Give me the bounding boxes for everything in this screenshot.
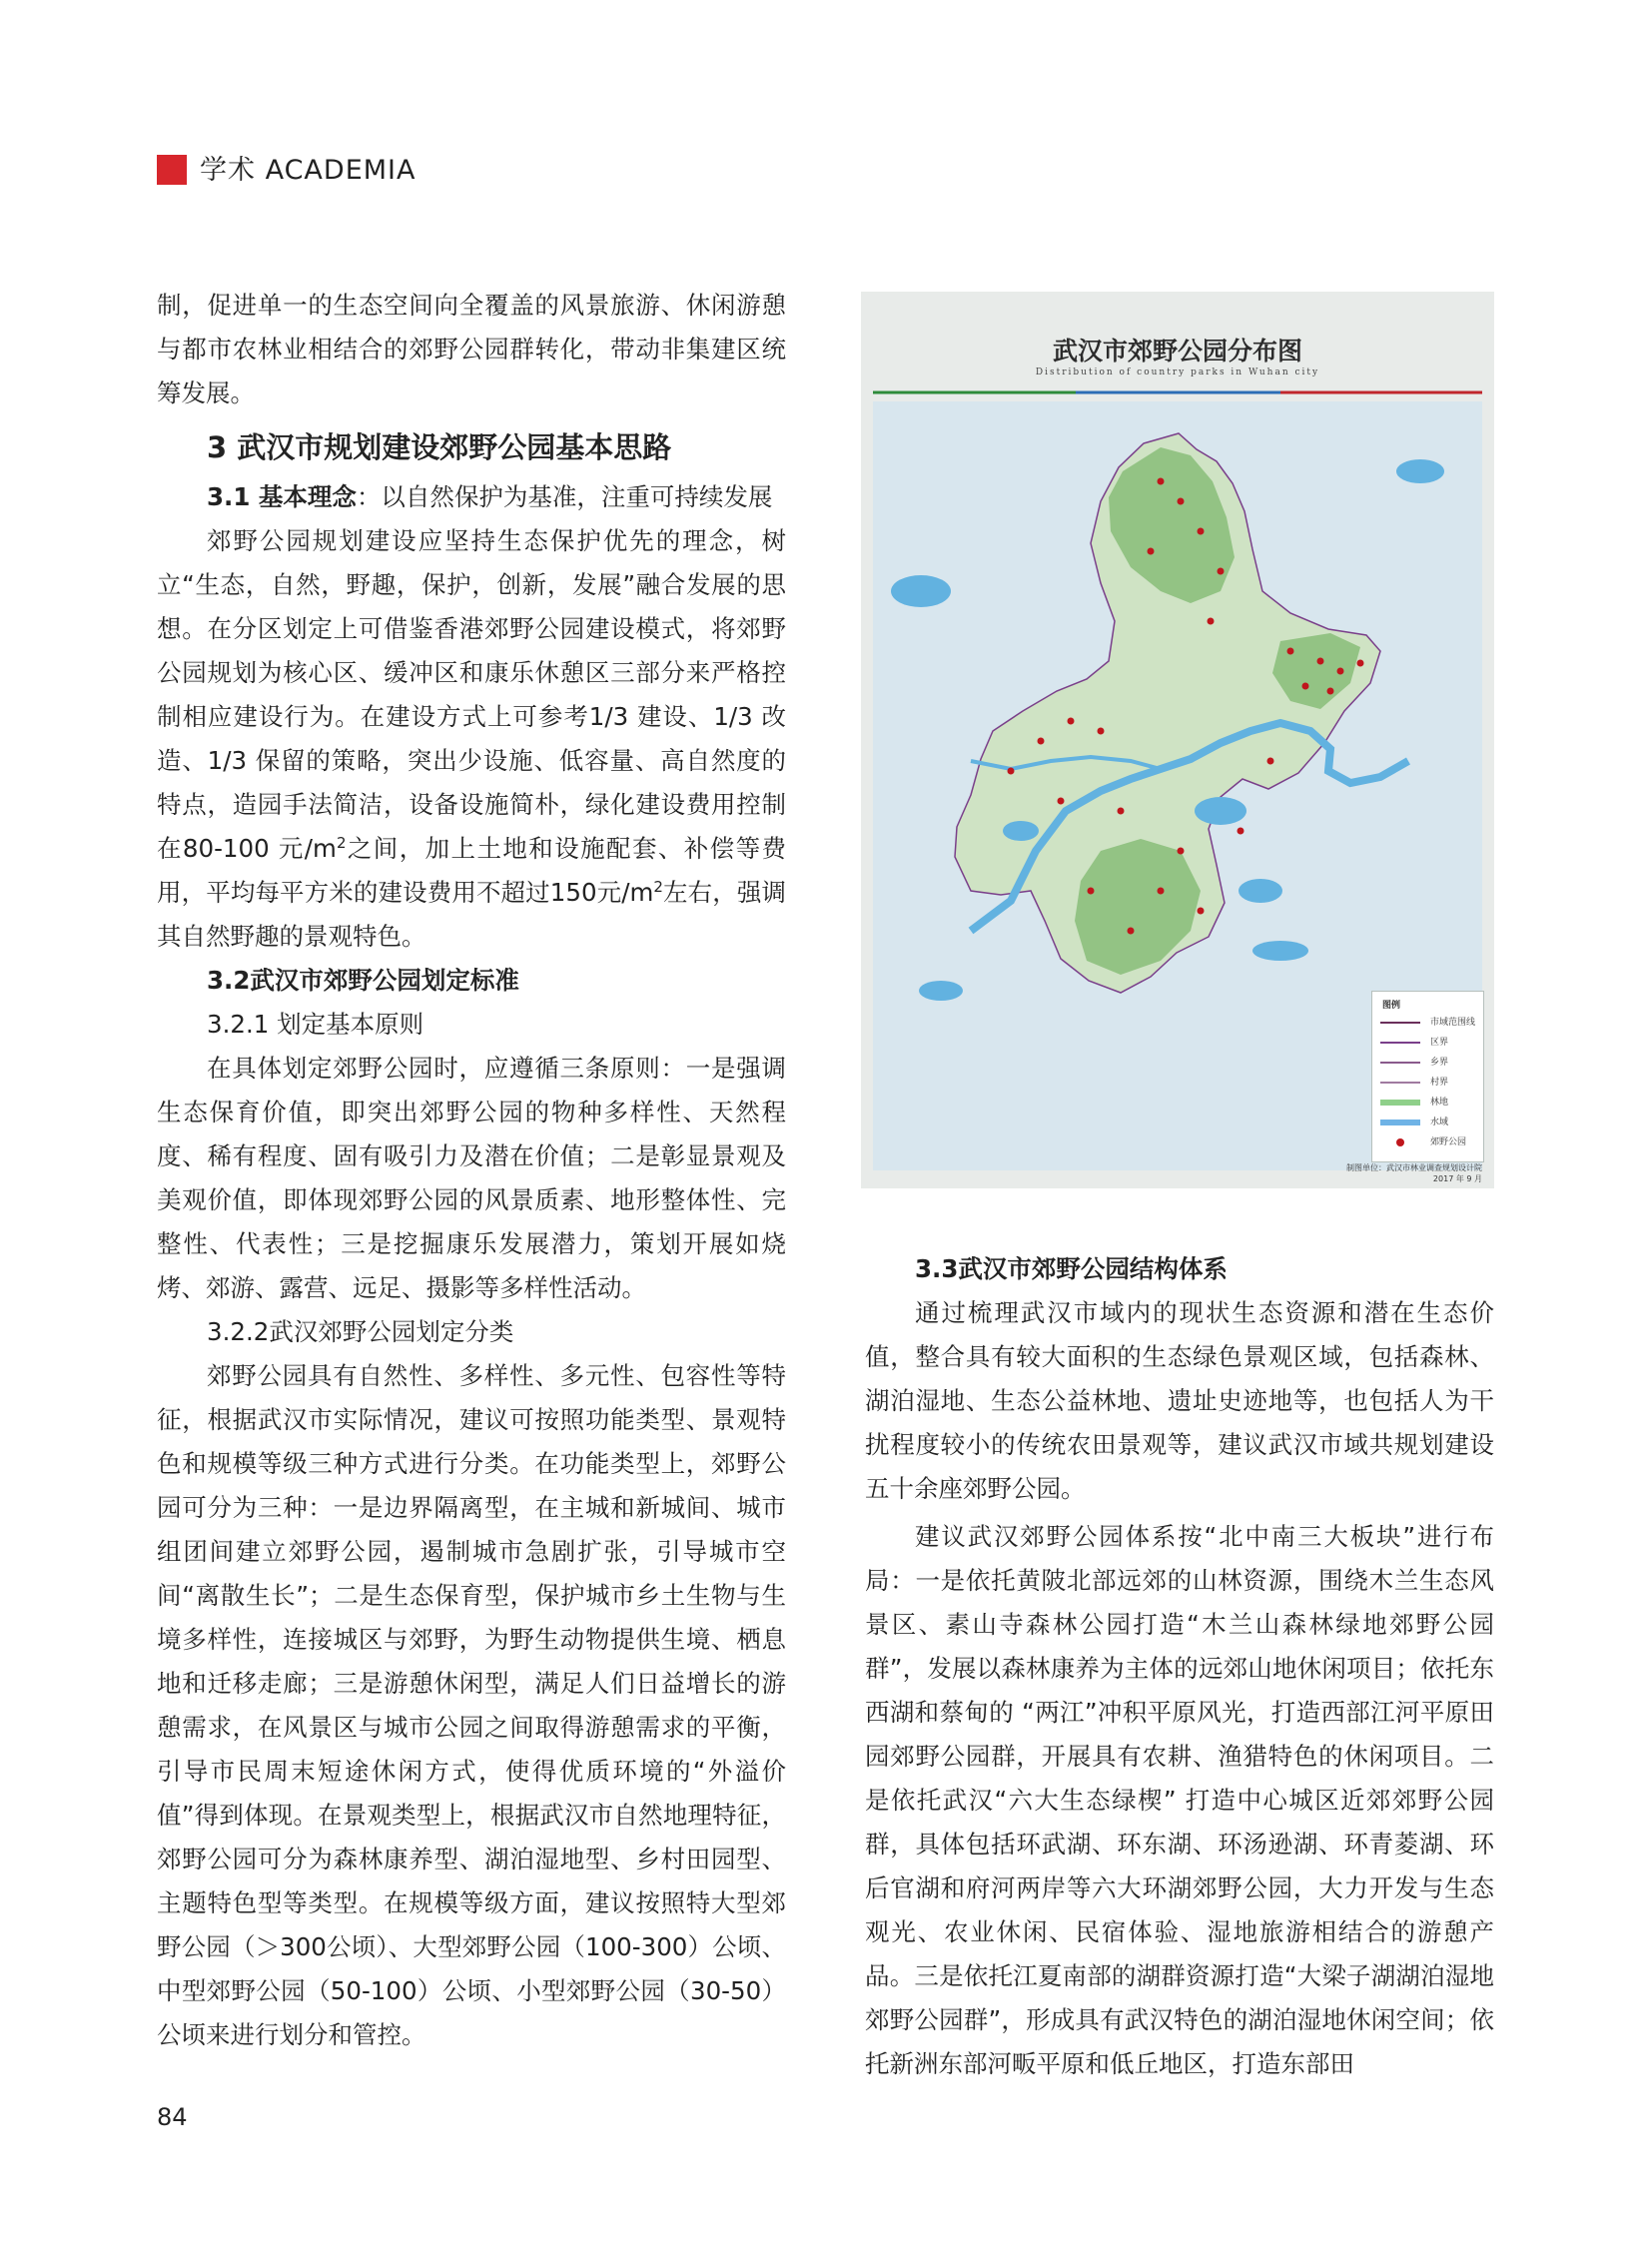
map-title: 武汉市郊野公园分布图 [1052, 337, 1302, 366]
lake-liangzi [1239, 879, 1282, 903]
legend-symbol [1380, 1082, 1420, 1084]
legend-label: 乡界 [1430, 1058, 1449, 1068]
park-marker [1357, 660, 1364, 667]
lake-east [1195, 797, 1246, 825]
legend-label: 林地 [1430, 1098, 1449, 1108]
s31-text-b: 之间，加上土地和设施配套、补偿等费用，平均每平方米的建设费用不超过150元/m [157, 834, 787, 907]
park-marker [1058, 798, 1065, 805]
left-column [157, 284, 786, 2057]
park-marker [1287, 648, 1294, 655]
section-3-1-title: 3.1 基本理念 [207, 482, 357, 511]
legend-symbol [1396, 1138, 1404, 1146]
map-figure [861, 292, 1494, 1188]
park-marker [1337, 668, 1344, 675]
s31-sup-b: 2 [653, 877, 663, 896]
s31-sup-a: 2 [336, 833, 347, 852]
section-color-block [157, 155, 187, 185]
legend-symbol [1380, 1042, 1420, 1044]
legend-label: 区界 [1430, 1038, 1449, 1048]
legend-item [1380, 1016, 1480, 1030]
park-marker [1178, 848, 1185, 855]
park-marker [1317, 658, 1324, 665]
legend-item [1380, 1076, 1480, 1090]
park-marker [1198, 528, 1205, 535]
park-marker [1158, 478, 1165, 485]
park-marker [1088, 888, 1095, 895]
legend-item [1380, 1116, 1480, 1129]
park-marker [1267, 758, 1274, 765]
lake-south [1252, 941, 1308, 961]
section-3-2-2-paragraph: 郊野公园具有自然性、多样性、多元性、包容性等特征，根据武汉市实际情况，建议可按照功能类型、景观特色和规模等级三种方式进行分类。在功能类型上，郊野公园可分为三种：一是边界隔离型，在主城和新城间、城市组团间建立郊野公园，遏制城市急剧扩张，引导城市空间“离散生长”；二是生态保育型，保护城市乡土生物与生境多样性，连接城区与郊野，为野生动物提供生境、栖息地和迁移走廊；三是游憩休闲型，满足人们日益增长的游憩需求，在风景区与城市公园之间取得游憩需求的平衡，引导市民周末短途休闲方式，使得优质环境的“外溢价值”得到体现。在景观类型上，根据武汉市自然地理特征，郊野公园可分为森林康养型、湖泊湿地型、乡村田园型、主题特色型等类型。在规模等级方面，建议按照特大型郊野公园（＞300公顷）、大型郊野公园（100-300）公顷、中型郊野公园（50-100）公顷、小型郊野公园（30-50）公顷来进行划分和管控。 [157, 1361, 786, 2049]
section-3-heading: 3 武汉市规划建设郊野公园基本思路 [207, 430, 672, 464]
section-3-1-subtitle: ：以自然保护为基准，注重可持续发展 [356, 482, 773, 511]
park-marker [1302, 683, 1309, 690]
section-3-3-heading: 3.3武汉市郊野公园结构体系 [915, 1254, 1228, 1283]
lake-ne [1396, 459, 1444, 483]
legend-item [1380, 1036, 1480, 1050]
park-marker [1118, 808, 1125, 815]
section-3-2-heading: 3.2武汉市郊野公园划定标准 [207, 966, 519, 995]
lake-west [1003, 821, 1039, 841]
section-3-1-line [157, 475, 786, 519]
legend-symbol [1380, 1120, 1420, 1125]
page-number: 84 [157, 2103, 188, 2131]
legend-item [1380, 1096, 1480, 1110]
legend-label: 水域 [1430, 1118, 1449, 1127]
section-3-2-1-paragraph: 在具体划定郊野公园时，应遵循三条原则：一是强调生态保育价值，即突出郊野公园的物种多样性、天然程度、稀有程度、固有吸引力及潜在价值；二是彰显景观及美观价值，即体现郊野公园的风景质素、地形整体性、完整性、代表性；三是挖掘康乐发展潜力，策划开展如烧烤、郊游、露营、远足、摄影等多样性活动。 [157, 1054, 786, 1302]
section-3-3-paragraph-1: 通过梳理武汉市域内的现状生态资源和潜在生态价值，整合具有较大面积的生态绿色景观区域，包括森林、湖泊湿地、生态公益林地、遗址史迹地等，也包括人为干扰程度较小的传统农田景观等，建议武汉市域共规划建设五十余座郊野公园。 [865, 1298, 1494, 1503]
right-column [865, 1247, 1494, 2086]
section-label: 学术 ACADEMIA [200, 155, 416, 186]
map-credit-line2: 2017 年 9 月 [1432, 1174, 1482, 1183]
park-marker [1178, 498, 1185, 505]
map-credit [1346, 1162, 1482, 1184]
map-subtitle: Distribution of country parks in Wuhan city [1035, 368, 1320, 377]
park-marker [1198, 908, 1205, 915]
park-marker [1238, 828, 1244, 835]
s31-text-c: 左右，强调其自然野趣的景观特色。 [157, 878, 786, 951]
lake-nw [891, 575, 951, 607]
lake-sw [919, 981, 963, 1001]
section-3-2-1-heading: 3.2.1 划定基本原则 [207, 1010, 424, 1039]
park-marker [1148, 548, 1155, 555]
map-legend [1371, 991, 1484, 1162]
park-marker [1158, 888, 1165, 895]
section-3-2-2-heading: 3.2.2武汉郊野公园划定分类 [207, 1317, 514, 1346]
legend-symbol [1380, 1022, 1420, 1024]
park-marker [1098, 728, 1105, 735]
park-marker [1068, 718, 1075, 725]
legend-item [1380, 1056, 1480, 1070]
legend-item [1380, 1135, 1480, 1149]
legend-symbol [1380, 1100, 1420, 1106]
map-credit-line1: 制图单位：武汉市林业调查规划设计院 [1346, 1163, 1482, 1172]
park-marker [1008, 768, 1015, 775]
legend-label: 郊野公园 [1430, 1137, 1467, 1147]
park-marker [1327, 688, 1334, 695]
legend-label: 村界 [1430, 1078, 1449, 1088]
s31-text-a: 郊野公园规划建设应坚持生态保护优先的理念，树立“生态，自然，野趣，保护，创新，发展”融合发展的思想。在分区划定上可借鉴香港郊野公园建设模式，将郊野公园规划为核心区、缓冲区和康乐休憩区三部分来严格控制相应建设行为。在建设方式上可参考1/3 建设、1/3 改造、1/3 保留的策略，突出少设施、低容量、高自然度的特点，造园手法简洁，设备设施简朴，绿化建设费用控制在80-100 元/m [157, 526, 786, 863]
park-marker [1218, 568, 1225, 575]
park-marker [1208, 618, 1215, 625]
park-marker [1038, 738, 1045, 745]
park-marker [1128, 928, 1135, 935]
legend-label: 市域范围线 [1430, 1018, 1476, 1028]
legend-title: 图例 [1382, 1001, 1401, 1011]
section-3-3-paragraph-2: 建议武汉郊野公园体系按“北中南三大板块”进行布局：一是依托黄陂北部远郊的山林资源，围绕木兰生态风景区、素山寺森林公园打造“木兰山森林绿地郊野公园群”，发展以森林康养为主体的远郊山地休闲项目；依托东西湖和蔡甸的 “两江”冲积平原风光，打造西部江河平原田园郊野公园群，开展具有农耕、渔猎特色的休闲项目。二是依托武汉“六大生态绿楔” 打造中心城区近郊郊野公园群，具体包括环武湖、环东湖、环汤逊湖、环青菱湖、环后官湖和府河两岸等六大环湖郊野公园，大力开发与生态观光、农业休闲、民宿体验、湿地旅游相结合的游憩产品。三是依托江夏南部的湖群资源打造“大梁子湖湖泊湿地郊野公园群”，形成具有武汉特色的湖泊湿地休闲空间；依托新洲东部河畈平原和低丘地区，打造东部田 [865, 1522, 1494, 2078]
section-3-1-paragraph [157, 519, 786, 959]
legend-symbol [1380, 1062, 1420, 1064]
continued-paragraph: 制，促进单一的生态空间向全覆盖的风景旅游、休闲游憩与都市农林业相结合的郊野公园群转化，带动非集建区统筹发展。 [157, 291, 786, 407]
